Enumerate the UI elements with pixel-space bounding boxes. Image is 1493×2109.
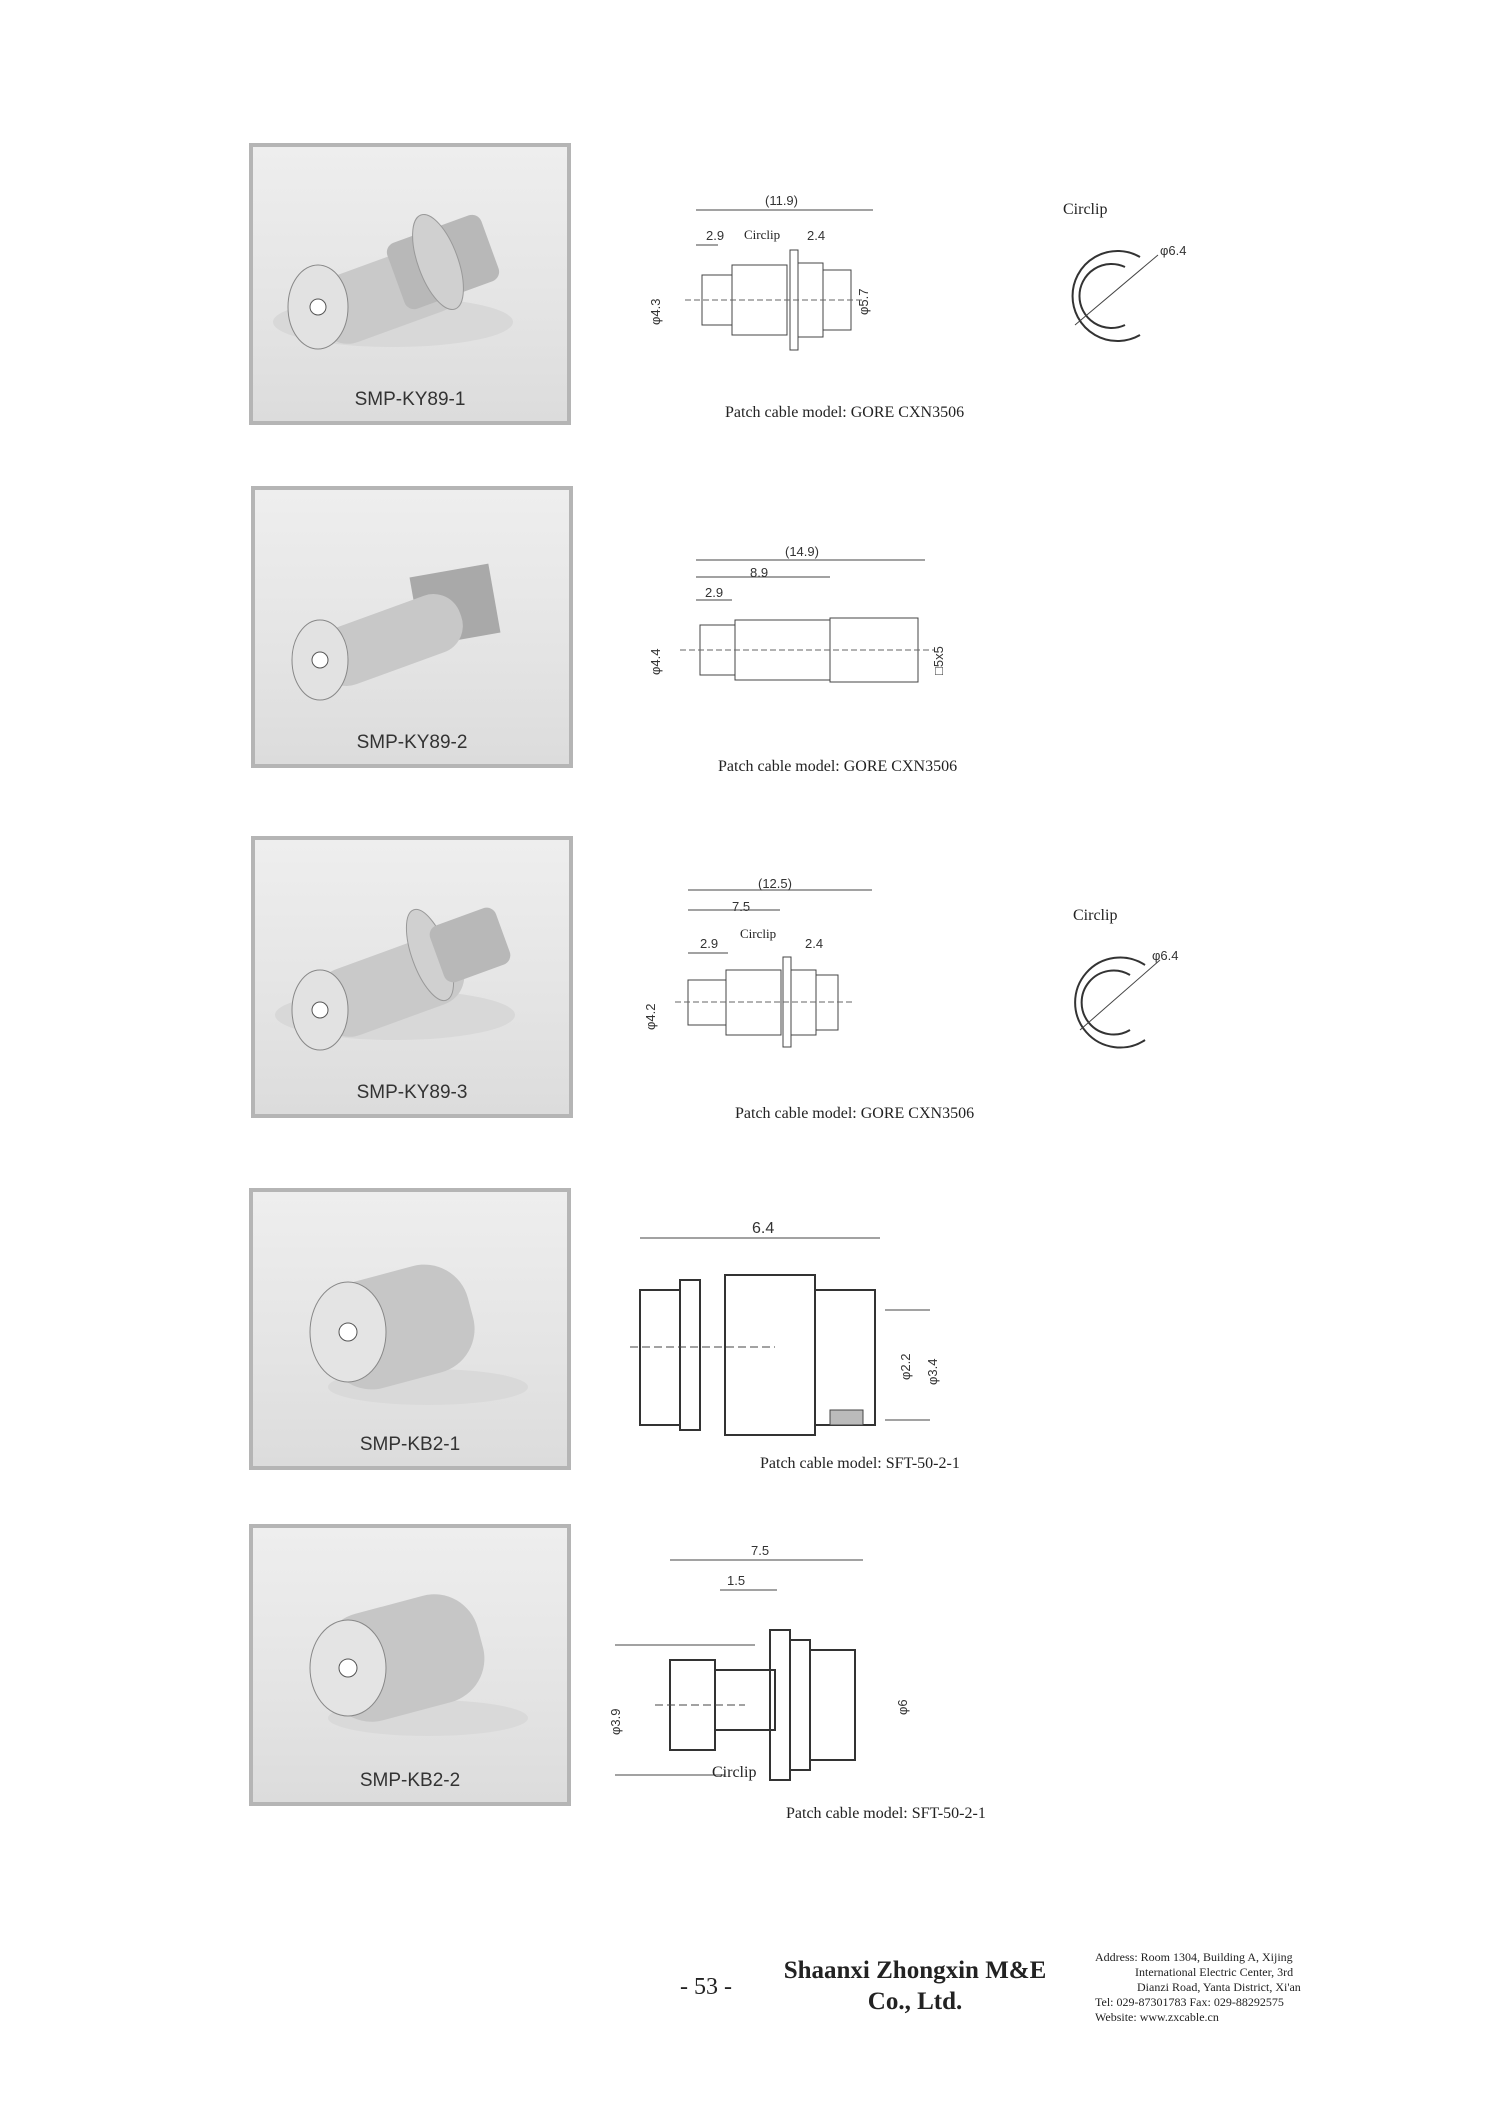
address-line1: Address: Room 1304, Building A, Xijing	[1095, 1950, 1293, 1964]
dim-mid: 7.5	[732, 899, 751, 914]
product-photo-smp-ky89-3	[251, 836, 573, 1118]
dim-mid: 8.9	[750, 565, 769, 580]
product-photo-smp-kb2-1	[249, 1188, 571, 1470]
dim-overall: (11.9)	[765, 193, 798, 208]
company-line2: Co., Ltd.	[867, 1988, 963, 2015]
dim-overall: (12.5)	[758, 876, 792, 891]
dim-a: 2.9	[700, 936, 719, 951]
dimension-drawing-smp-ky89-1	[640, 185, 900, 365]
dimension-drawing-smp-ky89-2	[640, 540, 970, 700]
patch-cable-caption: Patch cable model: SFT-50-2-1	[760, 1455, 960, 1472]
address-line2: International Electric Center, 3rd	[1135, 1965, 1294, 1979]
dimension-drawing-smp-kb2-2	[605, 1535, 945, 1785]
dim-overall: (14.9)	[785, 544, 819, 559]
dim-clip: Circlip	[744, 227, 781, 242]
circlip-dia: φ6.4	[1152, 948, 1179, 963]
dimension-drawing-smp-kb2-1	[625, 1210, 965, 1440]
dim-dia-left: φ4.2	[643, 1003, 658, 1030]
dimension-drawing-smp-ky89-3	[640, 875, 890, 1055]
dim-dia-outer: φ3.4	[925, 1358, 940, 1385]
product-model: SMP-KB2-1	[359, 1434, 461, 1455]
dim-overall: 7.5	[751, 1543, 770, 1558]
dim-dia-left: φ4.3	[648, 298, 663, 325]
page-number: - 53 -	[680, 1974, 732, 2000]
product-model: SMP-KB2-2	[359, 1770, 461, 1791]
address-line3: Dianzi Road, Yanta District, Xi'an	[1137, 1980, 1301, 1994]
dim-clip: Circlip	[740, 926, 777, 941]
dim-b: 2.4	[805, 936, 824, 951]
connector-image	[253, 147, 567, 421]
dim-overall: 6.4	[752, 1220, 775, 1237]
circlip-title: Circlip	[1073, 907, 1118, 924]
product-model: SMP-KY89-3	[356, 1082, 468, 1103]
dim-b: 2.4	[807, 228, 826, 243]
circlip-dia: φ6.4	[1160, 243, 1187, 258]
dim-a: 1.5	[727, 1573, 746, 1588]
product-photo-smp-kb2-2	[249, 1524, 571, 1806]
circlip-title: Circlip	[1063, 201, 1108, 218]
product-photo-smp-ky89-1	[249, 143, 571, 425]
dim-dia-left: φ3.9	[608, 1708, 623, 1735]
patch-cable-caption: Patch cable model: GORE CXN3506	[735, 1105, 975, 1122]
phone-fax: Tel: 029-87301783 Fax: 029-88292575	[1095, 1995, 1284, 2009]
dim-a: 2.9	[705, 585, 724, 600]
circlip-drawing-1	[1030, 195, 1200, 355]
dim-right: □5x5	[931, 646, 946, 675]
website: Website: www.zxcable.cn	[1095, 2010, 1219, 2024]
dim-a: 2.9	[706, 228, 725, 243]
connector-image	[255, 490, 569, 764]
patch-cable-caption: Patch cable model: GORE CXN3506	[725, 404, 965, 421]
patch-cable-caption: Patch cable model: GORE CXN3506	[718, 758, 958, 775]
company-name	[765, 1955, 1065, 2017]
product-photo-smp-ky89-2	[251, 486, 573, 768]
connector-image	[253, 1192, 567, 1466]
contact-info	[1095, 1950, 1335, 2025]
dim-dia-left: φ4.4	[648, 648, 663, 675]
product-model: SMP-KY89-1	[354, 389, 466, 410]
circlip-drawing-3	[1030, 900, 1200, 1060]
dim-dia-right: φ6	[895, 1699, 910, 1715]
dim-dia-right: φ5.7	[856, 288, 871, 315]
product-model: SMP-KY89-2	[356, 732, 468, 753]
dim-clip: Circlip	[712, 1764, 757, 1781]
connector-image	[253, 1528, 567, 1802]
connector-image	[255, 840, 569, 1114]
company-line1: Shaanxi Zhongxin M&E	[783, 1957, 1047, 1984]
dim-dia-inner: φ2.2	[898, 1353, 913, 1380]
patch-cable-caption: Patch cable model: SFT-50-2-1	[786, 1805, 986, 1822]
